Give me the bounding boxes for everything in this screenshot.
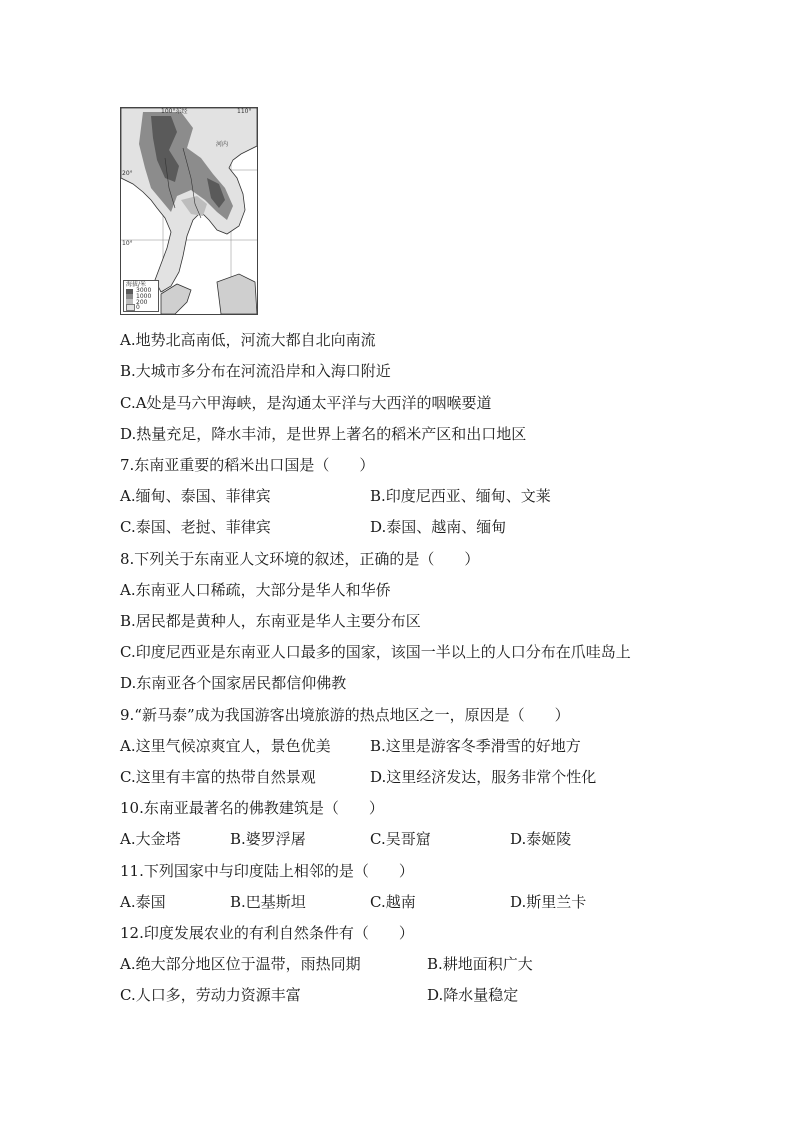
q10-option-a: A.大金塔 [120,830,181,848]
q8-option-c: C.印度尼西亚是东南亚人口最多的国家，该国一半以上的人口分布在爪哇岛上 [120,643,631,661]
island-borneo [217,274,257,314]
lon-100-label: 100°东经 [161,108,188,115]
q8-option-b: B.居民都是黄种人，东南亚是华人主要分布区 [120,612,421,630]
q8-stem: 8.下列关于东南亚人文环境的叙述，正确的是（ ） [120,550,480,568]
q11-stem: 11.下列国家中与印度陆上相邻的是（ ） [120,862,414,880]
legend-value: 1000 [136,293,152,300]
q11-option-b: B.巴基斯坦 [230,893,306,911]
q12-stem: 12.印度发展农业的有利自然条件有（ ） [120,924,414,942]
q10-option-c: C.吴哥窟 [370,830,431,848]
q9-option-a: A.这里气候凉爽宜人，景色优美 [120,737,331,755]
q9-stem: 9.“新马泰”成为我国游客出境旅游的热点地区之一，原因是（ ） [120,706,570,724]
city-label: 河内 [216,141,229,148]
q12-option-a: A.绝大部分地区位于温带，雨热同期 [120,955,361,973]
q12-option-d: D.降水量稳定 [427,986,519,1004]
q7-option-c: C.泰国、老挝、菲律宾 [120,518,271,536]
q8-option-d: D.东南亚各个国家居民都信仰佛教 [120,674,347,692]
q10-option-d: D.泰姬陵 [510,830,572,848]
lat-20-label: 20° [122,170,133,177]
lon-110-label: 110° [237,108,252,115]
legend-value: 3000 [136,287,152,294]
legend-value: 200 [136,299,148,306]
southeast-asia-map [120,107,258,315]
q6-option-c: C.A处是马六甲海峡，是沟通太平洋与大西洋的咽喉要道 [120,394,492,412]
legend-title: 海拔/米 [126,281,147,288]
q11-option-c: C.越南 [370,893,416,911]
q9-option-d: D.这里经济发达，服务非常个性化 [370,768,597,786]
lat-10-label: 10° [122,240,133,247]
q7-option-a: A.缅甸、泰国、菲律宾 [120,487,271,505]
q6-option-b: B.大城市多分布在河流沿岸和入海口附近 [120,362,391,380]
q6-option-a: A.地势北高南低，河流大都自北向南流 [120,331,376,349]
q10-option-b: B.婆罗浮屠 [230,830,306,848]
q8-option-a: A.东南亚人口稀疏，大部分是华人和华侨 [120,581,391,599]
elevation-legend [123,280,159,312]
q12-option-c: C.人口多，劳动力资源丰富 [120,986,301,1004]
q7-option-b: B.印度尼西亚、缅甸、文莱 [370,487,551,505]
legend-swatch-land [126,304,135,311]
q11-option-a: A.泰国 [120,893,166,911]
q7-stem: 7.东南亚重要的稻米出口国是（ ） [120,456,375,474]
q9-option-b: B.这里是游客冬季滑雪的好地方 [370,737,581,755]
q6-option-d: D.热量充足，降水丰沛，是世界上著名的稻米产区和出口地区 [120,425,527,443]
q12-option-b: B.耕地面积广大 [427,955,533,973]
q7-option-d: D.泰国、越南、缅甸 [370,518,507,536]
q10-stem: 10.东南亚最著名的佛教建筑是（ ） [120,799,384,817]
q9-option-c: C.这里有丰富的热带自然景观 [120,768,316,786]
q11-option-d: D.斯里兰卡 [510,893,587,911]
legend-value: 0 [136,304,140,311]
